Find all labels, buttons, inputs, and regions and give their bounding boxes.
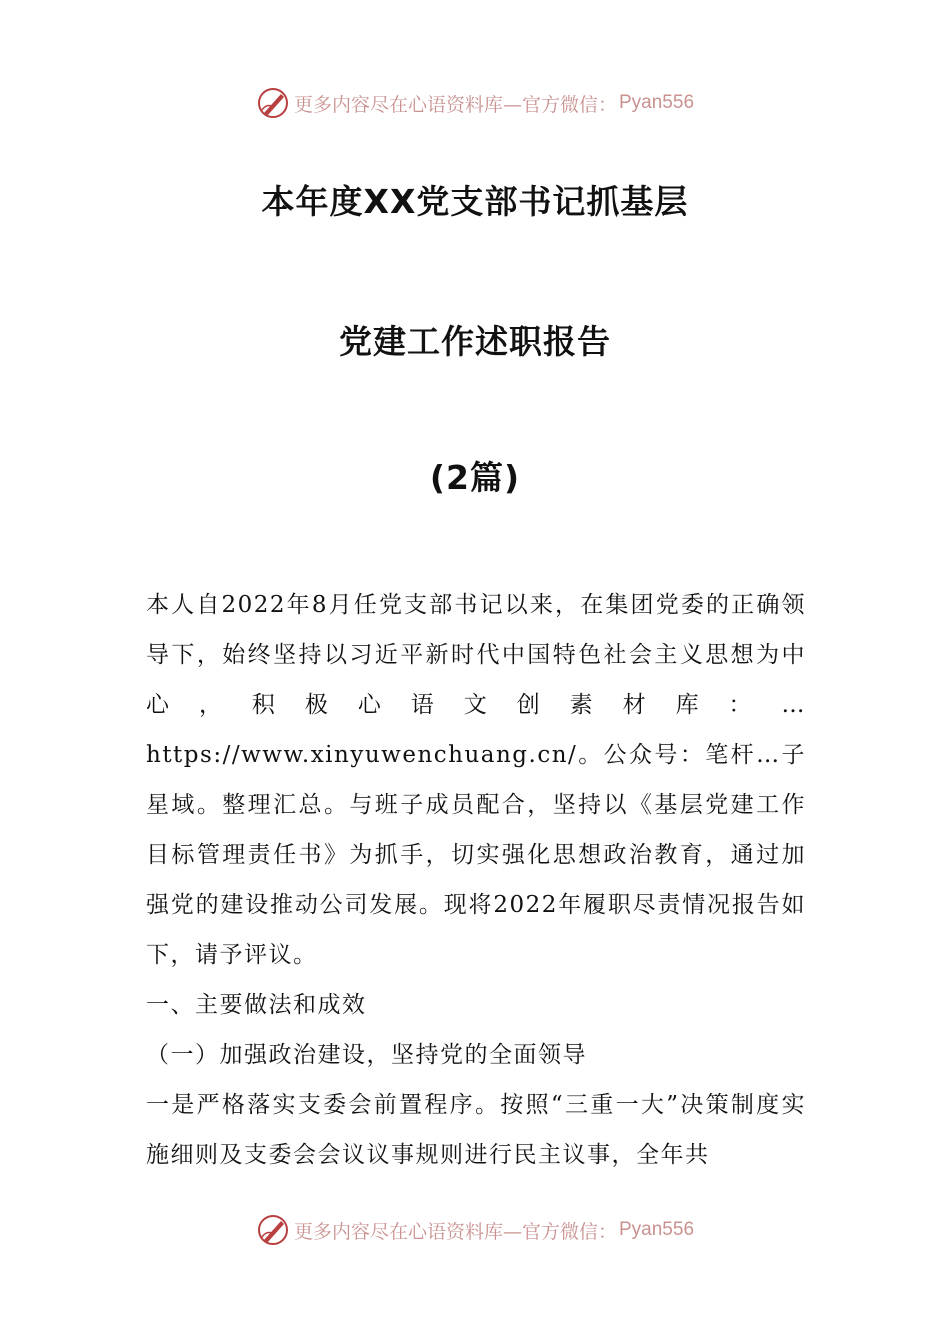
- body-paragraph: 一是严格落实支委会前置程序。按照“三重一大”决策制度实施细则及支委会会议议事规则进行民主议事，全年共: [146, 1092, 806, 1168]
- watermark-id: Pyan556: [619, 1219, 695, 1240]
- watermark-bottom: [0, 1210, 950, 1250]
- title-line-3: (2篇): [429, 458, 521, 497]
- title-line-2: 党建工作述职报告: [339, 322, 611, 361]
- title-line-1: 本年度XX党支部书记抓基层: [261, 182, 689, 221]
- intro-paragraph: 本人自2022年8月任党支部书记以来，在集团党委的正确领导下，始终坚持以习近平新时代中国特色社会主义思想为中心，积极心语文创素材库：…https://www.xinyuwenchuang.cn/。公众号：笔杆…子星域。整理汇总。与班子成员配合，坚持以《基层党建工作目标管理责任书》为抓手，切实强化思想政治教育，通过加强党的建设推动公司发展。现将2022年履职尽责情况报告如下，请予评议。: [146, 592, 806, 968]
- watermark-text: 更多内容尽在心语资料库—官方微信：: [293, 1220, 617, 1243]
- section-heading: 一、主要做法和成效: [146, 992, 367, 1018]
- pen-logo-icon: [256, 1213, 290, 1247]
- document-body: [146, 580, 806, 1180]
- watermark-top: [0, 83, 950, 123]
- subsection-heading: （一）加强政治建设，坚持党的全面领导: [146, 1042, 587, 1068]
- pen-logo-icon: [256, 86, 290, 120]
- watermark-id: Pyan556: [619, 92, 695, 113]
- watermark-text: 更多内容尽在心语资料库—官方微信：: [293, 93, 617, 116]
